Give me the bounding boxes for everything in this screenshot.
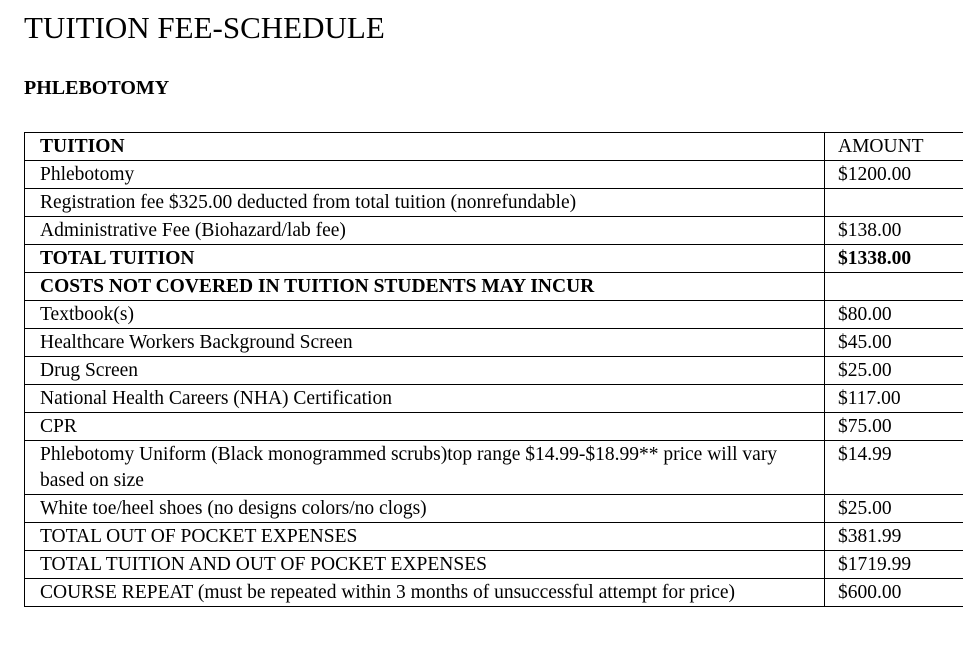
item-cell: TOTAL TUITION AND OUT OF POCKET EXPENSES <box>25 551 825 579</box>
table-row <box>25 495 963 523</box>
item-cell: TOTAL OUT OF POCKET EXPENSES <box>25 523 825 551</box>
table-row <box>25 329 963 357</box>
item-cell: CPR <box>25 413 825 441</box>
table-row <box>25 579 963 607</box>
amount-cell: $25.00 <box>825 495 963 523</box>
table-row <box>25 245 963 273</box>
page-title: TUITION FEE-SCHEDULE <box>24 10 385 45</box>
item-cell: Administrative Fee (Biohazard/lab fee) <box>25 217 825 245</box>
item-cell: Phlebotomy Uniform (Black monogrammed scrubs)top range $14.99-$18.99** price will vary based on size <box>25 441 825 495</box>
amount-cell: $14.99 <box>825 441 963 495</box>
item-cell: Drug Screen <box>25 357 825 385</box>
item-cell: Healthcare Workers Background Screen <box>25 329 825 357</box>
amount-cell: $75.00 <box>825 413 963 441</box>
item-cell: COURSE REPEAT (must be repeated within 3 months of unsuccessful attempt for price) <box>25 579 825 607</box>
fee-table <box>24 132 963 607</box>
table-row <box>25 357 963 385</box>
table-row <box>25 217 963 245</box>
table-row <box>25 161 963 189</box>
table-row <box>25 413 963 441</box>
item-cell: Registration fee $325.00 deducted from total tuition (nonrefundable) <box>25 189 825 217</box>
amount-cell: $381.99 <box>825 523 963 551</box>
header-amount: AMOUNT <box>825 133 963 161</box>
amount-cell: $600.00 <box>825 579 963 607</box>
table-row <box>25 301 963 329</box>
table-row <box>25 273 963 301</box>
item-cell: National Health Careers (NHA) Certification <box>25 385 825 413</box>
amount-cell <box>825 273 963 301</box>
table-row <box>25 441 963 495</box>
program-heading: PHLEBOTOMY <box>24 77 170 99</box>
item-cell: White toe/heel shoes (no designs colors/no clogs) <box>25 495 825 523</box>
amount-cell: $80.00 <box>825 301 963 329</box>
amount-cell: $138.00 <box>825 217 963 245</box>
item-cell: TOTAL TUITION <box>25 245 825 273</box>
table-header-row <box>25 133 963 161</box>
table-row <box>25 189 963 217</box>
amount-cell: $1719.99 <box>825 551 963 579</box>
amount-cell: $25.00 <box>825 357 963 385</box>
table-row <box>25 551 963 579</box>
table-row <box>25 523 963 551</box>
amount-cell: $1338.00 <box>825 245 963 273</box>
item-cell: COSTS NOT COVERED IN TUITION STUDENTS MAY INCUR <box>25 273 825 301</box>
amount-cell: $1200.00 <box>825 161 963 189</box>
amount-cell: $45.00 <box>825 329 963 357</box>
table-row <box>25 385 963 413</box>
item-cell: Textbook(s) <box>25 301 825 329</box>
amount-cell: $117.00 <box>825 385 963 413</box>
item-cell: Phlebotomy <box>25 161 825 189</box>
amount-cell <box>825 189 963 217</box>
header-item: TUITION <box>25 133 825 161</box>
